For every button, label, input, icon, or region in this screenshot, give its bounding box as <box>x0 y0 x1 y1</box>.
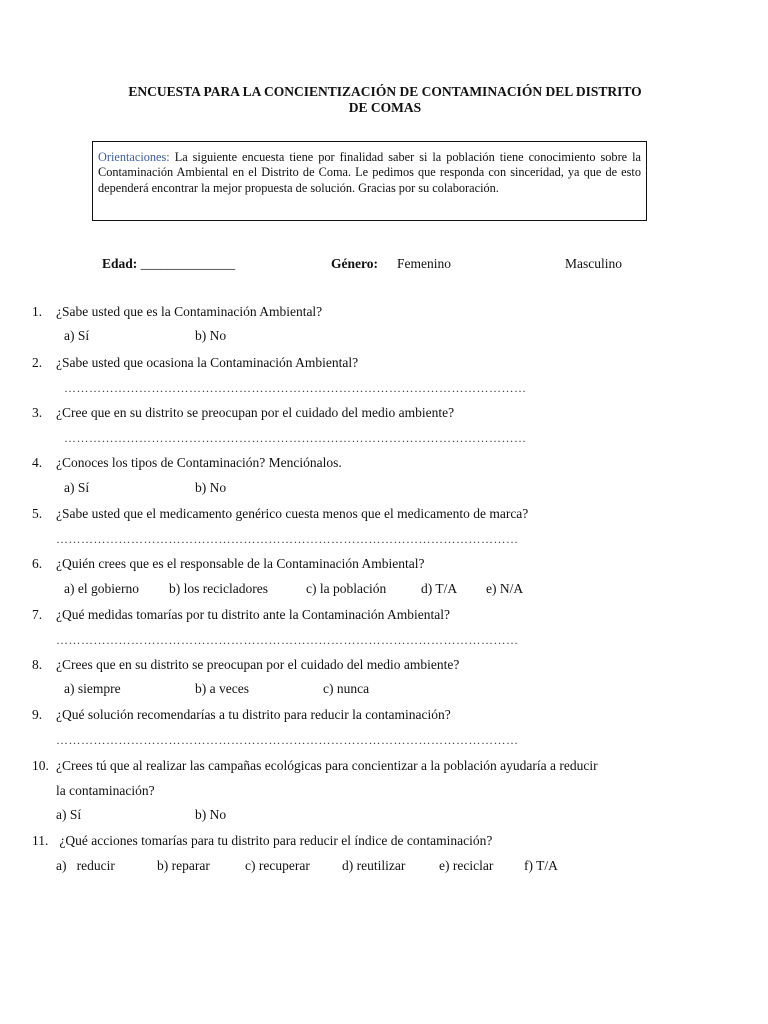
age-label: Edad: <box>102 256 138 271</box>
survey-title <box>90 84 680 116</box>
instructions-text: La siguiente encuesta tiene por finalidad saber si la población tiene conocimiento sobre la Contaminación Ambiental en el Distrito de Coma. Le pedimos que responda con sinceridad, ya que de esto dependerá encontrar la mejor propuesta de solución. Gracias por su colaboración. <box>98 150 641 195</box>
gender-option-femenino[interactable]: Femenino <box>397 256 451 271</box>
option-b[interactable]: b) a veces <box>195 681 249 696</box>
gender-label: Género: <box>331 256 378 271</box>
question-number: 8. <box>32 657 43 672</box>
option-a[interactable]: a) reducir <box>56 858 115 873</box>
option-f[interactable]: f) T/A <box>524 858 558 873</box>
question-6-options <box>0 581 768 599</box>
instructions-box <box>92 141 647 221</box>
question-number: 2. <box>32 355 43 370</box>
question-number: 10. <box>32 758 49 773</box>
option-a[interactable]: a) el gobierno <box>64 581 139 596</box>
option-b[interactable]: b) reparar <box>157 858 210 873</box>
question-number: 7. <box>32 607 43 622</box>
question-text: ¿Sabe usted que el medicamento genérico cuesta menos que el medicamento de marca? <box>56 506 529 521</box>
option-b[interactable]: b) No <box>195 480 227 495</box>
question-4-options <box>0 480 768 498</box>
answer-line[interactable]: ………………………………………………………………………………………………… <box>64 381 527 395</box>
option-b[interactable]: b) No <box>195 328 227 343</box>
question-text: ¿Qué acciones tomarías para tu distrito para reducir el índice de contaminación? <box>56 833 493 848</box>
question-text-continued: la contaminación? <box>56 783 155 798</box>
answer-line[interactable]: ………………………………………………………………………………………………… <box>64 431 527 445</box>
question-10-options <box>0 807 768 825</box>
question-number: 11. <box>32 833 49 848</box>
age-blank[interactable]: ______________ <box>140 256 236 271</box>
question-text: ¿Qué solución recomendarías a tu distrito para reducir la contaminación? <box>56 707 451 722</box>
age-field[interactable] <box>102 256 235 272</box>
question-number: 5. <box>32 506 43 521</box>
option-d[interactable]: d) T/A <box>421 581 458 596</box>
answer-line[interactable]: ………………………………………………………………………………………………… <box>56 532 519 546</box>
instructions-lead: Orientaciones: <box>98 150 170 164</box>
question-text: ¿Sabe usted que es la Contaminación Ambiental? <box>56 304 323 319</box>
gender-option-masculino[interactable]: Masculino <box>565 256 622 271</box>
question-number: 6. <box>32 556 43 571</box>
question-text: ¿Cree que en su distrito se preocupan por el cuidado del medio ambiente? <box>56 405 455 420</box>
option-a[interactable]: a) Sí <box>64 328 90 343</box>
question-8-options <box>0 681 768 699</box>
question-text: ¿Sabe usted que ocasiona la Contaminación Ambiental? <box>56 355 359 370</box>
question-number: 1. <box>32 304 43 319</box>
option-c[interactable]: c) recuperar <box>245 858 310 873</box>
option-a[interactable]: a) Sí <box>56 807 82 822</box>
option-a[interactable]: a) siempre <box>64 681 121 696</box>
option-d[interactable]: d) reutilizar <box>342 858 406 873</box>
option-a[interactable]: a) Sí <box>64 480 90 495</box>
title-line-1: ENCUESTA PARA LA CONCIENTIZACIÓN DE CONTAMINACIÓN DEL DISTRITO <box>128 84 642 99</box>
question-text: ¿Conoces los tipos de Contaminación? Menciónalos. <box>56 455 342 470</box>
question-text: ¿Qué medidas tomarías por tu distrito ante la Contaminación Ambiental? <box>56 607 451 622</box>
question-number: 3. <box>32 405 43 420</box>
option-b[interactable]: b) los recicladores <box>169 581 268 596</box>
option-c[interactable]: c) nunca <box>323 681 370 696</box>
question-number: 4. <box>32 455 43 470</box>
question-11-options <box>0 858 768 876</box>
question-text: ¿Quién crees que es el responsable de la Contaminación Ambiental? <box>56 556 425 571</box>
title-line-2: DE COMAS <box>348 100 422 115</box>
option-e[interactable]: e) reciclar <box>439 858 494 873</box>
answer-line[interactable]: ………………………………………………………………………………………………… <box>56 633 519 647</box>
option-b[interactable]: b) No <box>195 807 227 822</box>
answer-line[interactable]: ………………………………………………………………………………………………… <box>56 733 519 747</box>
question-text: ¿Crees que en su distrito se preocupan por el cuidado del medio ambiente? <box>56 657 460 672</box>
question-number: 9. <box>32 707 43 722</box>
option-e[interactable]: e) N/A <box>486 581 524 596</box>
question-text: ¿Crees tú que al realizar las campañas ecológicas para concientizar a la población ayudaría a reducir <box>56 758 598 773</box>
question-1-options <box>0 328 768 346</box>
option-c[interactable]: c) la población <box>306 581 387 596</box>
